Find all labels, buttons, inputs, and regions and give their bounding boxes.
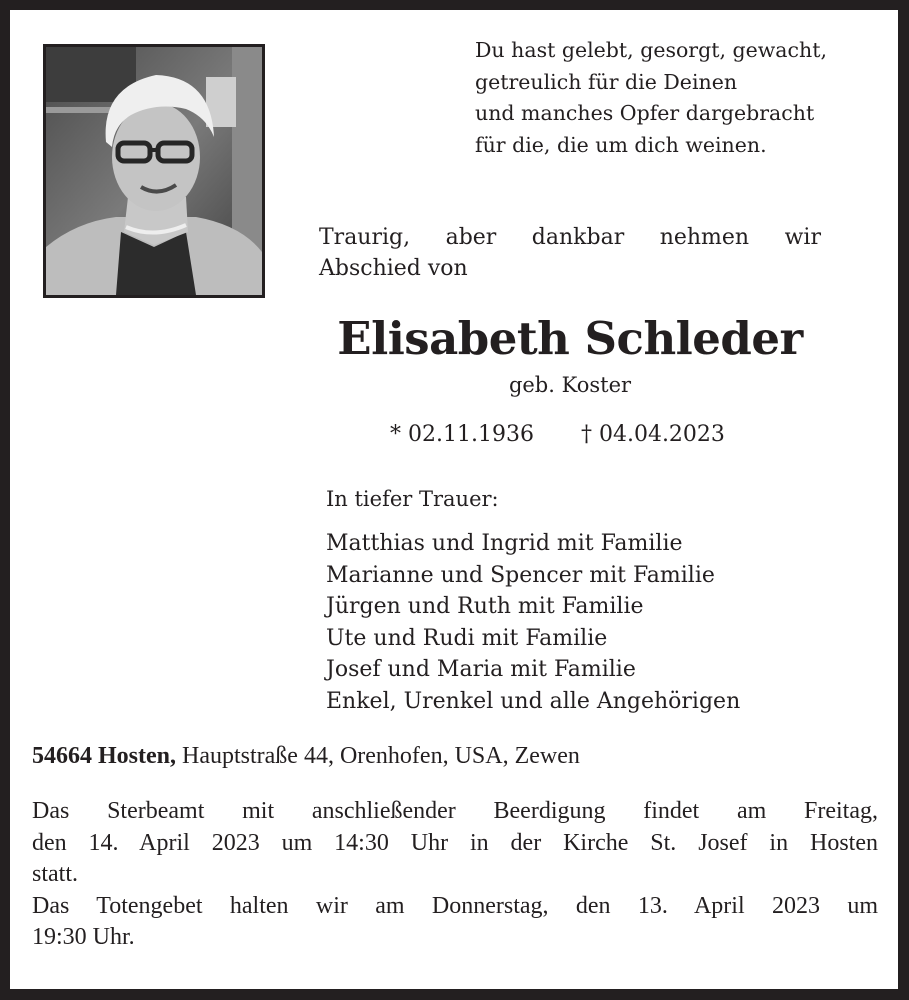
announcement-line: Das Sterbeamt mit anschließender Beerdigung findet am Freitag, (32, 798, 878, 824)
mourner-entry: Marianne und Spencer mit Familie (326, 562, 715, 588)
intro-word: nehmen (659, 225, 750, 250)
funeral-announcement (32, 796, 878, 954)
intro-line-1 (319, 222, 821, 253)
deceased-name: Elisabeth Schleder (337, 312, 803, 365)
announcement-line: statt. (32, 861, 78, 887)
death-date: † 04.04.2023 (580, 422, 725, 447)
intro-word: Traurig, (319, 225, 411, 250)
intro-word: wir (784, 225, 821, 250)
poem-line: für die, die um dich weinen. (475, 132, 767, 157)
mourner-entry: Jürgen und Ruth mit Familie (326, 594, 644, 619)
address-details: Hauptstraße 44, Orenhofen, USA, Zewen (182, 743, 580, 769)
birth-date: * 02.11.1936 (390, 422, 534, 447)
intro-text (319, 222, 821, 284)
announcement-line: den 14. April 2023 um 14:30 Uhr in der Kirche St. Josef in Hosten (32, 829, 878, 856)
poem (475, 35, 875, 161)
poem-line: getreulich für die Deinen (475, 69, 738, 94)
mourners-list (326, 528, 740, 717)
poem-line: und manches Opfer dargebracht (475, 101, 815, 125)
mourner-entry: Enkel, Urenkel und alle Angehörigen (326, 688, 741, 714)
life-dates (390, 422, 725, 447)
announcement-line: 19:30 Uhr. (32, 924, 135, 950)
intro-word: dankbar (531, 225, 625, 250)
mourner-entry: Matthias und Ingrid mit Familie (326, 531, 683, 556)
address (32, 743, 580, 770)
obituary-notice (10, 10, 898, 989)
maiden-name: geb. Koster (508, 373, 632, 397)
portrait-photo (43, 44, 265, 298)
mourner-entry: Ute und Rudi mit Familie (326, 625, 608, 651)
poem-line: Du hast gelebt, gesorgt, gewacht, (475, 38, 827, 62)
address-town: 54664 Hosten, (32, 743, 176, 769)
intro-word: aber (445, 225, 497, 250)
intro-line-2: Abschied von (319, 256, 468, 281)
mourner-entry: Josef und Maria mit Familie (326, 657, 636, 682)
announcement-line: Das Totengebet halten wir am Donnerstag, den 13. April 2023 um (32, 892, 878, 919)
portrait-icon (46, 47, 262, 295)
mourners-label: In tiefer Trauer: (326, 487, 499, 511)
